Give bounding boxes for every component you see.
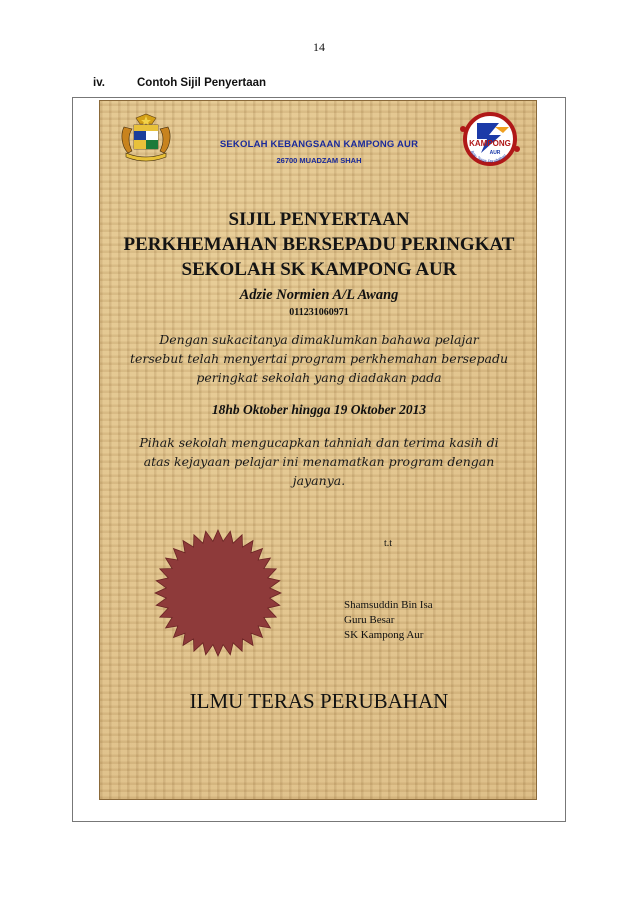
signatory-position: Guru Besar <box>344 614 395 626</box>
title-line: PERKHEMAHAN BERSEPADU PERINGKAT <box>123 234 515 255</box>
body-line: jayanya. <box>292 473 346 488</box>
section-title: Contoh Sijil Penyertaan <box>137 77 267 89</box>
body-line: atas kejayaan pelajar ini menamatkan program dengan <box>143 454 495 469</box>
title-line: SEKOLAH SK KAMPONG AUR <box>181 259 457 280</box>
signatory-block <box>344 598 433 643</box>
certificate <box>99 100 537 800</box>
school-address: 26700 MUADZAM SHAH <box>276 156 362 165</box>
signature-mark: t.t <box>384 538 393 549</box>
certificate-title <box>100 207 537 282</box>
body-paragraph-1 <box>110 330 528 387</box>
seal-icon <box>153 528 283 658</box>
body-line: peringkat sekolah yang diadakan pada <box>196 370 442 385</box>
logo-text: KAMPONG <box>469 139 511 148</box>
body-line: Pihak sekolah mengucapkan tahniah dan terima kasih di <box>139 435 499 450</box>
body-line: Dengan sukacitanya dimaklumkan bahawa pelajar <box>159 332 479 347</box>
logo-ring-text: Ilmu Teras Perubahan <box>469 149 508 164</box>
event-dates: 18hb Oktober hingga 19 Oktober 2013 <box>211 402 427 417</box>
body-line: tersebut telah menyertai program perkhemahan bersepadu <box>129 351 508 366</box>
logo-subtext: AUR <box>489 150 501 156</box>
page-number: 14 <box>313 40 325 54</box>
motto: ILMU TERAS PERUBAHAN <box>189 689 449 713</box>
school-name: SEKOLAH KEBANGSAAN KAMPONG AUR <box>219 139 419 150</box>
title-line: SIJIL PENYERTAAN <box>228 209 410 230</box>
recipient-name: Adzie Normien A/L Awang <box>239 287 399 303</box>
recipient-id: 011231060971 <box>289 307 349 318</box>
signatory-name: Shamsuddin Bin Isa <box>344 599 433 611</box>
signatory-school: SK Kampong Aur <box>344 629 424 641</box>
section-heading <box>93 77 266 89</box>
body-paragraph-2 <box>110 433 528 490</box>
section-number: iv. <box>93 77 105 89</box>
